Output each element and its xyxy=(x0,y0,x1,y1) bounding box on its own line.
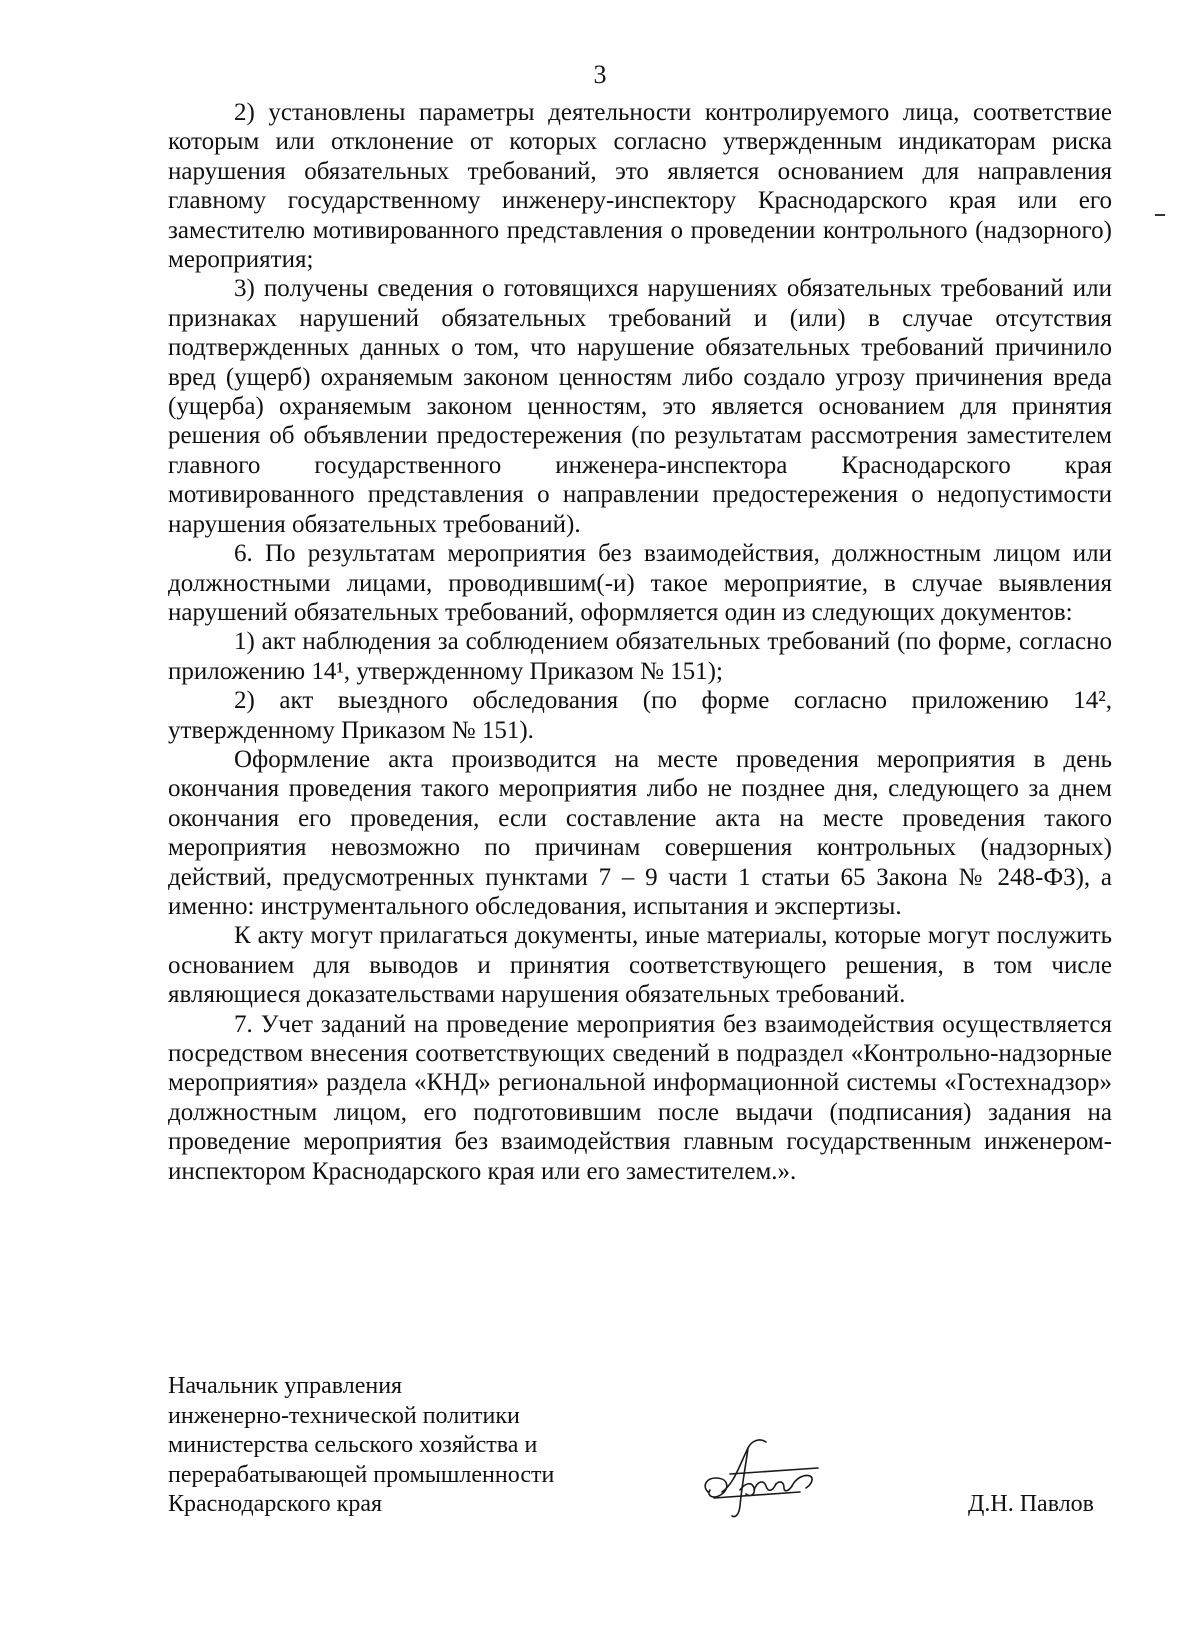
paragraph-observation-act: 1) акт наблюдения за соблюдением обязательных требований (по форме, согласно приложению 14¹, утвержденному Приказом № 151); xyxy=(168,628,1112,685)
signatory-position-line: Начальник управления xyxy=(168,1373,403,1399)
signer-name: Д.Н. Павлов xyxy=(968,1491,1095,1517)
paragraph-act-execution: Оформление акта производится на месте проведения мероприятия в день окончания проведения такого мероприятия либо не позднее дня, следующего за днем окончания его проведения, если составление акта на месте проведения такого мероприятия невозможно по причинам совершения контрольных (надзорных) действий, предусмотренных пунктами 7 – 9 части 1 статьи 65 Закона № 248-ФЗ), а именно: инструментального обследования, испытания и экспертизы. xyxy=(168,745,1112,920)
handwritten-signature xyxy=(700,1434,830,1522)
margin-mark xyxy=(1155,214,1165,216)
paragraph-item-3: 3) получены сведения о готовящихся нарушениях обязательных требований или признаках нарушений обязательных требований и (или) в случае отсутствия подтвержденных данных о том, что нарушение обязательных требований причинило вред (ущерб) охраняемым законом ценностям либо создало угрозу причинения вреда (ущерба) охраняемым законом ценностям, это является основанием для принятия решения об объявлении предостережения (по результатам рассмотрения заместителем главного государственного инженера-инспектора Краснодарского края мотивированного представления о направлении предостережения о недопустимости нарушения обязательных требований). xyxy=(168,275,1112,538)
signatory-position-line: Краснодарского края xyxy=(168,1491,383,1517)
paragraph-inspection-act: 2) акт выездного обследования (по форме согласно приложению 14², утвержденному Приказом № 151). xyxy=(168,687,1112,744)
paragraph-clause-6: 6. По результатам мероприятия без взаимодействия, должностным лицом или должностными лицами, проводившим(-и) такое мероприятие, в случае выявления нарушений обязательных требований, оформляется один из следующих документов: xyxy=(168,540,1112,626)
signatory-position-line: перерабатывающей промышленности xyxy=(168,1461,555,1488)
paragraph-clause-7: 7. Учет заданий на проведение мероприятия без взаимодействия осуществляется посредством внесения соответствующих сведений в подраздел «Контрольно-надзорные мероприятия» раздела «КНД» региональной информационной системы «Гостехнадзор» должностным лицом, его подготовившим после выдачи (подписания) задания на проведение мероприятия без взаимодействия главным государственным инженером-инспектором Краснодарского края или его заместителем.». xyxy=(168,1010,1112,1185)
page-number: 3 xyxy=(593,60,607,89)
signatory-position-line: министерства сельского хозяйства и xyxy=(168,1432,538,1458)
document-body xyxy=(168,98,1112,1186)
paragraph-act-attachments: К акту могут прилагаться документы, иные материалы, которые могут послужить основанием для выводов и принятия соответствующего решения, в том числе являющиеся доказательствами нарушения обязательных требований. xyxy=(168,922,1112,1009)
paragraph-item-2: 2) установлены параметры деятельности контролируемого лица, соответствие которым или отклонение от которых согласно утвержденным индикаторам риска нарушения обязательных требований, это является основанием для направления главному государственному инженеру-инспектору Краснодарского края или его заместителю мотивированного представления о проведении контрольного (надзорного) мероприятия; xyxy=(168,99,1112,274)
signatory-position-line: инженерно-технической политики xyxy=(168,1402,520,1429)
signatory-position xyxy=(168,1372,554,1520)
